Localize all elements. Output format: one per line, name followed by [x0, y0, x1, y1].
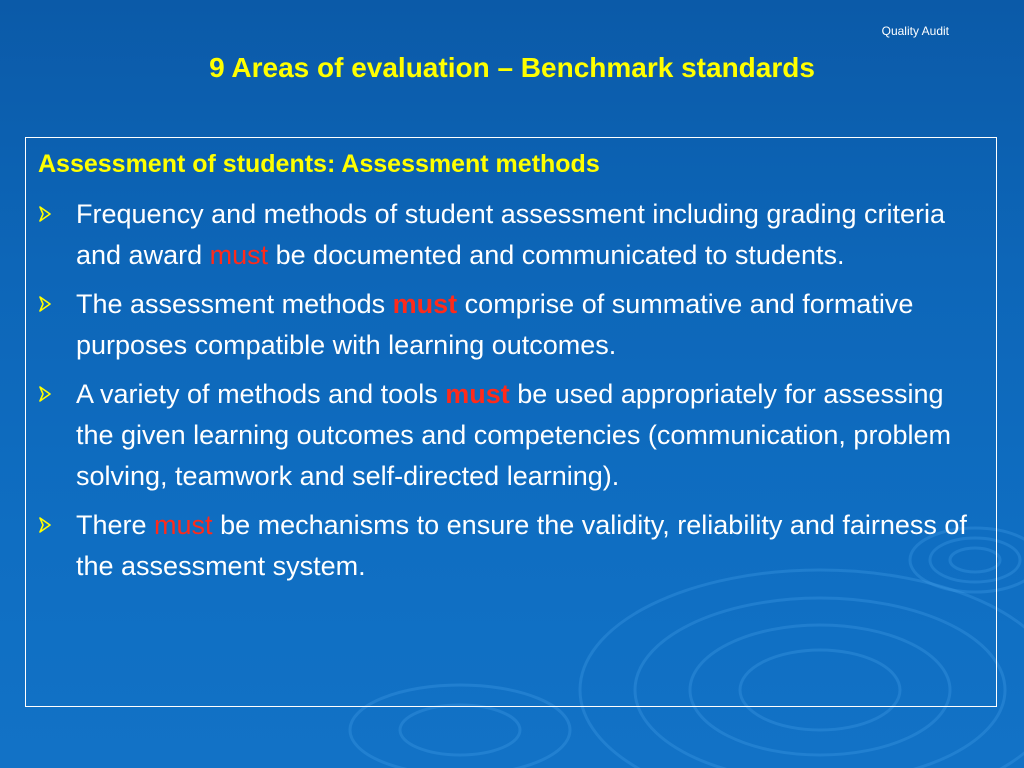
arrow-right-icon — [38, 386, 52, 402]
bullet-list — [38, 194, 988, 595]
bullet-item — [38, 374, 988, 497]
bullet-text: be used appropriately for assessing the given learning outcomes and competencies (communication, problem solving, teamwork and self-directed learning). — [76, 379, 951, 491]
bullet-item — [38, 505, 988, 587]
must-emphasis: must — [209, 240, 269, 270]
bullet-text: be mechanisms to ensure the validity, reliability and fairness of the assessment system. — [76, 510, 967, 581]
content-box — [25, 137, 997, 707]
bullet-text: be documented and communicated to students. — [268, 240, 845, 270]
bullet-item — [38, 284, 988, 366]
bullet-text: Frequency and methods of student assessment including grading criteria and award — [76, 199, 945, 270]
bullet-item — [38, 194, 988, 276]
arrow-right-icon — [38, 517, 52, 533]
bullet-text: comprise of summative and formative purposes compatible with learning outcomes. — [76, 289, 914, 360]
header-label: Quality Audit — [881, 24, 949, 38]
arrow-right-icon — [38, 296, 52, 312]
slide-title: 9 Areas of evaluation – Benchmark standards — [209, 52, 815, 83]
must-emphasis: must — [392, 289, 458, 319]
bullet-text: The assessment methods — [76, 289, 393, 319]
bullet-text: A variety of methods and tools — [76, 379, 446, 409]
must-emphasis: must — [154, 510, 213, 540]
section-heading: Assessment of students: Assessment methods — [38, 150, 600, 178]
bullet-text: There — [76, 510, 155, 540]
arrow-right-icon — [38, 206, 52, 222]
must-emphasis: must — [445, 379, 510, 409]
